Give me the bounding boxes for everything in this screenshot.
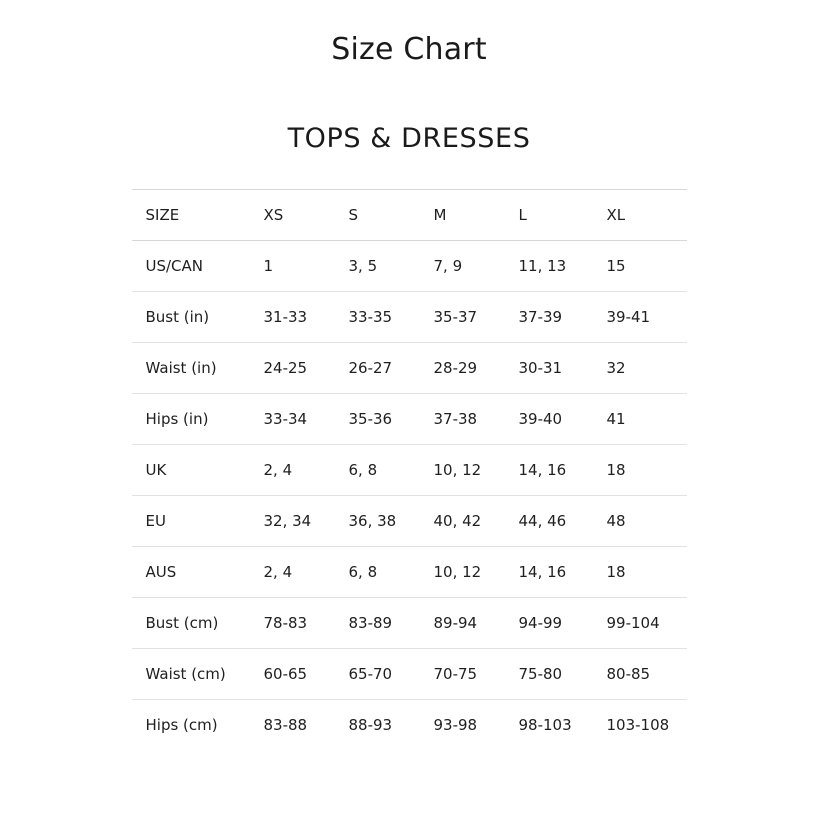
size-table — [132, 189, 687, 750]
cell-m: 70-75 — [433, 665, 478, 683]
cell-xs: 83-88 — [263, 716, 308, 734]
cell-s: 3, 5 — [348, 257, 378, 275]
cell-m: 28-29 — [433, 359, 478, 377]
cell-xl: 18 — [606, 461, 626, 479]
table-row — [132, 598, 687, 649]
cell-xl: 39-41 — [606, 308, 651, 326]
cell-l: 14, 16 — [518, 461, 567, 479]
cell-l: 98-103 — [518, 716, 572, 734]
table-row — [132, 241, 687, 292]
cell-xs: 78-83 — [263, 614, 308, 632]
cell-l: 75-80 — [518, 665, 563, 683]
cell-xs: 2, 4 — [263, 563, 293, 581]
cell-l: 30-31 — [518, 359, 563, 377]
cell-xs: 32, 34 — [263, 512, 312, 530]
cell-xl: 99-104 — [606, 614, 660, 632]
table-row — [132, 649, 687, 700]
cell-l: 44, 46 — [518, 512, 567, 530]
cell-l: 37-39 — [518, 308, 563, 326]
cell-xl: 41 — [606, 410, 626, 428]
cell-xl: 48 — [606, 512, 626, 530]
table-row — [132, 700, 687, 751]
row-label: EU — [145, 512, 166, 530]
cell-s: 83-89 — [348, 614, 393, 632]
row-label: Hips (in) — [145, 410, 209, 428]
row-label: Bust (in) — [145, 308, 210, 326]
table-header — [132, 190, 687, 241]
cell-s: 6, 8 — [348, 563, 378, 581]
table-body — [132, 241, 687, 751]
cell-l: 14, 16 — [518, 563, 567, 581]
column-header-xl: XL — [606, 206, 626, 224]
size-table-container — [132, 189, 687, 750]
cell-xs: 2, 4 — [263, 461, 293, 479]
cell-xl: 80-85 — [606, 665, 651, 683]
row-label: AUS — [145, 563, 177, 581]
cell-m: 35-37 — [433, 308, 478, 326]
table-header-row — [132, 190, 687, 241]
cell-s: 88-93 — [348, 716, 393, 734]
cell-m: 10, 12 — [433, 563, 482, 581]
cell-m: 93-98 — [433, 716, 478, 734]
cell-xs: 24-25 — [263, 359, 308, 377]
column-header-m: M — [433, 206, 447, 224]
cell-xs: 60-65 — [263, 665, 308, 683]
table-row — [132, 343, 687, 394]
row-label: Hips (cm) — [145, 716, 218, 734]
table-row — [132, 547, 687, 598]
table-row — [132, 292, 687, 343]
cell-m: 7, 9 — [433, 257, 463, 275]
cell-s: 65-70 — [348, 665, 393, 683]
cell-l: 11, 13 — [518, 257, 567, 275]
cell-s: 6, 8 — [348, 461, 378, 479]
cell-xl: 18 — [606, 563, 626, 581]
cell-s: 35-36 — [348, 410, 393, 428]
cell-s: 36, 38 — [348, 512, 397, 530]
table-row — [132, 496, 687, 547]
cell-xs: 33-34 — [263, 410, 308, 428]
cell-xl: 103-108 — [606, 716, 670, 734]
row-label: UK — [145, 461, 167, 479]
column-header-size: SIZE — [145, 206, 180, 224]
row-label: Bust (cm) — [145, 614, 219, 632]
cell-m: 37-38 — [433, 410, 478, 428]
table-row — [132, 445, 687, 496]
cell-xs: 1 — [263, 257, 274, 275]
column-header-xs: XS — [263, 206, 284, 224]
cell-xs: 31-33 — [263, 308, 308, 326]
cell-m: 40, 42 — [433, 512, 482, 530]
cell-s: 26-27 — [348, 359, 393, 377]
table-row — [132, 394, 687, 445]
cell-l: 39-40 — [518, 410, 563, 428]
cell-xl: 15 — [606, 257, 626, 275]
cell-l: 94-99 — [518, 614, 563, 632]
row-label: Waist (in) — [145, 359, 217, 377]
page-title: Size Chart — [331, 32, 487, 67]
row-label: US/CAN — [145, 257, 204, 275]
column-header-s: S — [348, 206, 359, 224]
cell-s: 33-35 — [348, 308, 393, 326]
cell-xl: 32 — [606, 359, 626, 377]
cell-m: 89-94 — [433, 614, 478, 632]
row-label: Waist (cm) — [145, 665, 226, 683]
cell-m: 10, 12 — [433, 461, 482, 479]
column-header-l: L — [518, 206, 527, 224]
section-title: TOPS & DRESSES — [287, 123, 531, 154]
